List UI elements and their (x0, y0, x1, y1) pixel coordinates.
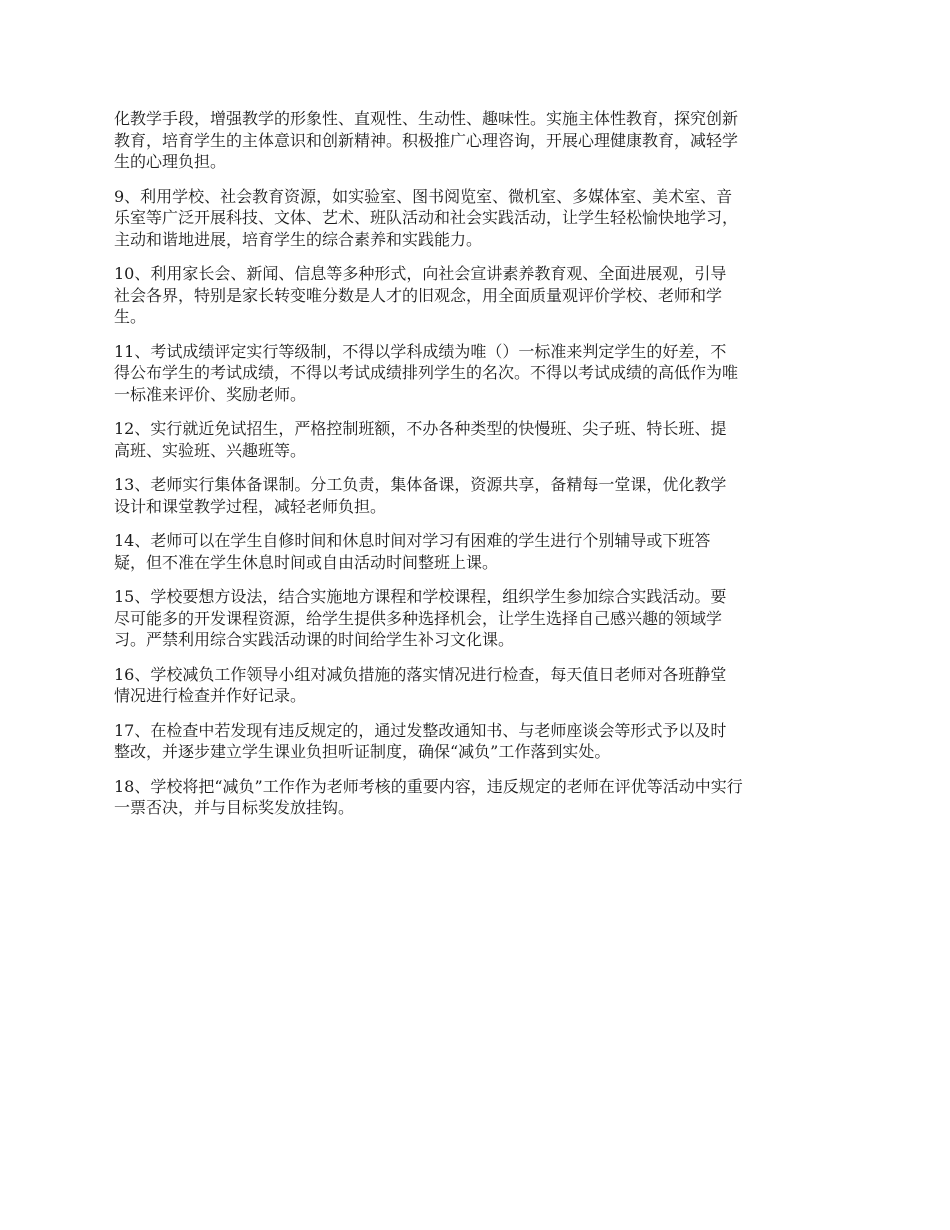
document-body (114, 108, 842, 832)
text-line: 情况进行检查并作好记录。 (114, 686, 307, 705)
text-line: 12、实行就近免试招生，严格控制班额，不办各种类型的快慢班、尖子班、特长班、提 (114, 419, 727, 438)
text-line: 17、在检查中若发现有违反规定的，通过发整改通知书、与老师座谈会等形式予以及时 (114, 720, 727, 740)
paragraph-item-16 (114, 664, 842, 707)
text-line: 尽可能多的开发课程资源，给学生提供多种选择机会，让学生选择自己感兴趣的领域学 (114, 608, 723, 628)
text-line: 乐室等广泛开展科技、文体、艺术、班队活动和社会实践活动，让学生轻松愉快地学习， (114, 208, 739, 227)
text-line: 一票否决，并与目标奖发放挂钩。 (114, 798, 355, 817)
paragraph-item-9 (114, 186, 842, 251)
text-line: 习。严禁利用综合实践活动课的时间给学生补习文化课。 (114, 630, 515, 649)
text-line: 16、学校减负工作领导小组对减负措施的落实情况进行检查，每天值日老师对各班静堂 (114, 664, 727, 684)
text-line: 一标准来评价、奖励老师。 (114, 384, 307, 404)
text-line: 生的心理负担。 (114, 152, 227, 171)
text-line: 得公布学生的考试成绩，不得以考试成绩排列学生的名次。不得以考试成绩的高低作为唯 (114, 363, 739, 382)
text-line: 化教学手段，增强教学的形象性、直观性、生动性、趣味性。实施主体性教育，探究创新 (114, 109, 739, 128)
text-line: 教育，培育学生的主体意识和创新精神。积极推广心理咨询，开展心理健康教育，减轻学 (114, 130, 739, 150)
text-line: 设计和课堂教学过程，减轻老师负担。 (114, 496, 387, 516)
text-line: 高班、实验班、兴趣班等。 (114, 440, 307, 460)
text-line: 9、利用学校、社会教育资源，如实验室、图书阅览室、微机室、多媒体室、美术室、音 (114, 186, 733, 206)
text-line: 15、学校要想方设法，结合实施地方课程和学校课程，组织学生参加综合实践活动。要 (114, 587, 727, 606)
text-line: 14、老师可以在学生自修时间和休息时间对学习有困难的学生进行个别辅导或下班答 (114, 531, 711, 550)
paragraph-item-10 (114, 263, 842, 328)
paragraph-item-13 (114, 474, 842, 517)
text-line: 18、学校将把“减负”工作作为老师考核的重要内容，违反规定的老师在评优等活动中实行 (114, 776, 743, 796)
paragraph-item-14 (114, 530, 842, 573)
paragraph-item-18 (114, 776, 842, 819)
text-line: 13、老师实行集体备课制。分工负责，集体备课，资源共享，备精每一堂课，优化教学 (114, 475, 727, 494)
text-line: 主动和谐地进展，培育学生的综合素养和实践能力。 (114, 229, 483, 249)
paragraph-item-17 (114, 720, 842, 763)
text-line: 整改，并逐步建立学生课业负担听证制度，确保“减负”工作落到实处。 (114, 742, 611, 761)
text-line: 社会各界，特别是家长转变唯分数是人才的旧观念，用全面质量观评价学校、老师和学 (114, 285, 723, 305)
paragraph-intro-continuation (114, 108, 842, 173)
paragraph-item-12 (114, 418, 842, 461)
text-line: 11、考试成绩评定实行等级制，不得以学科成绩为唯（）一标准来判定学生的好差，不 (114, 341, 727, 361)
text-line: 10、利用家长会、新闻、信息等多种形式，向社会宣讲素养教育观、全面进展观，引导 (114, 264, 727, 283)
text-line: 生。 (114, 307, 147, 326)
text-line: 疑，但不准在学生休息时间或自由活动时间整班上课。 (114, 552, 499, 572)
paragraph-item-11 (114, 341, 842, 406)
paragraph-item-15 (114, 586, 842, 651)
